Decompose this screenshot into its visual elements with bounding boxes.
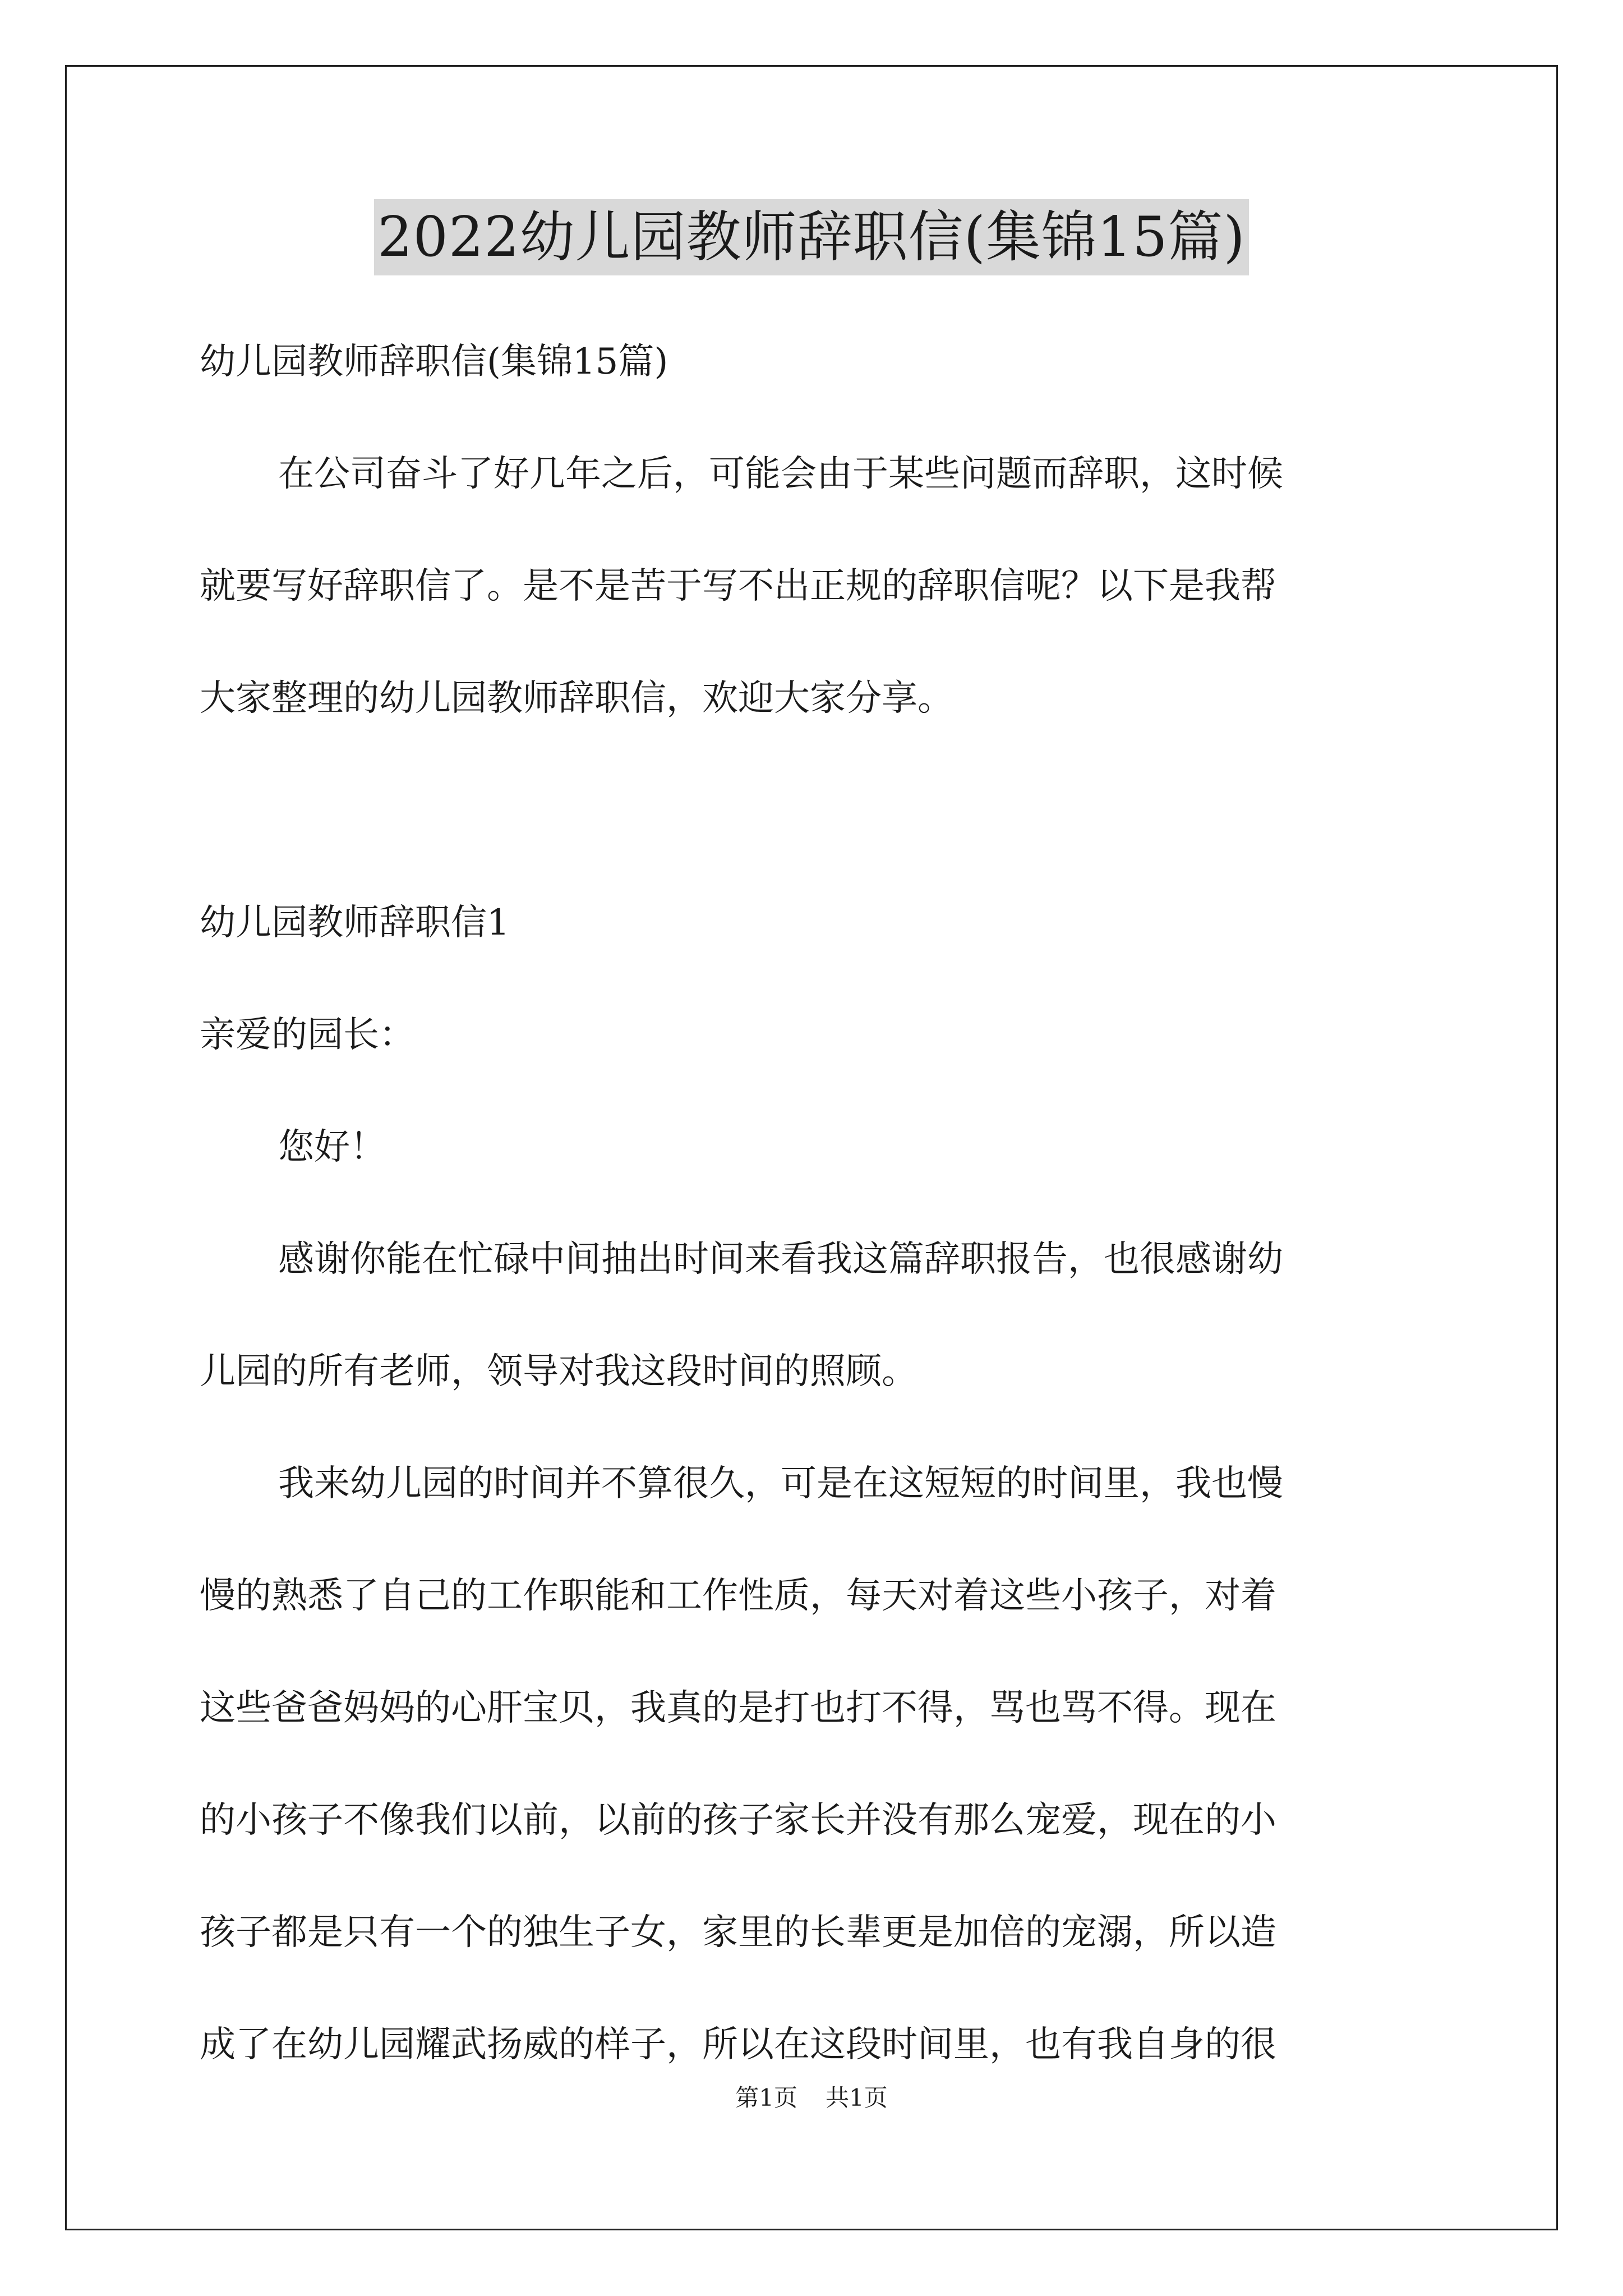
intro-line: 就要写好辞职信了。是不是苦于写不出正规的辞职信呢？以下是我帮 (200, 565, 1276, 607)
paragraph2-line: 我来幼儿园的时间并不算很久，可是在这短短的时间里，我也慢 (278, 1463, 1283, 1504)
spacer (200, 754, 1431, 867)
section-heading: 幼儿园教师辞职信1 (200, 902, 510, 944)
paragraph2-line: 孩子都是只有一个的独生子女，家里的长辈更是加倍的宠溺，所以造 (200, 1912, 1276, 1953)
paragraph1-line: 感谢你能在忙碌中间抽出时间来看我这篇辞职报告，也很感谢幼 (278, 1239, 1283, 1280)
salutation: 亲爱的园长： (200, 1014, 415, 1056)
intro-line: 在公司奋斗了好几年之后，可能会由于某些问题而辞职，这时候 (278, 453, 1283, 495)
paragraph2-line: 成了在幼儿园耀武扬威的样子，所以在这段时间里，也有我自身的很 (200, 2024, 1276, 2065)
document-subtitle: 幼儿园教师辞职信(集锦15篇) (200, 341, 668, 383)
paragraph2-line: 慢的熟悉了自己的工作职能和工作性质，每天对着这些小孩子，对着 (200, 1575, 1276, 1617)
greeting: 您好！ (278, 1126, 386, 1168)
paragraph2-line: 这些爸爸妈妈的心肝宝贝，我真的是打也打不得，骂也骂不得。现在 (200, 1687, 1276, 1729)
intro-line: 大家整理的幼儿园教师辞职信，欢迎大家分享。 (200, 678, 953, 719)
document-body (200, 306, 1431, 2101)
paragraph1-line: 儿园的所有老师，领导对我这段时间的照顾。 (200, 1351, 917, 1392)
page-number: 第1页 (735, 2084, 797, 2111)
document-title: 2022幼儿园教师辞职信(集锦15篇) (374, 199, 1249, 275)
page-footer (0, 2081, 1623, 2115)
page-total: 共1页 (826, 2084, 888, 2111)
paragraph2-line: 的小孩子不像我们以前，以前的孩子家长并没有那么宠爱，现在的小 (200, 1800, 1276, 1841)
title-container (0, 199, 1623, 275)
